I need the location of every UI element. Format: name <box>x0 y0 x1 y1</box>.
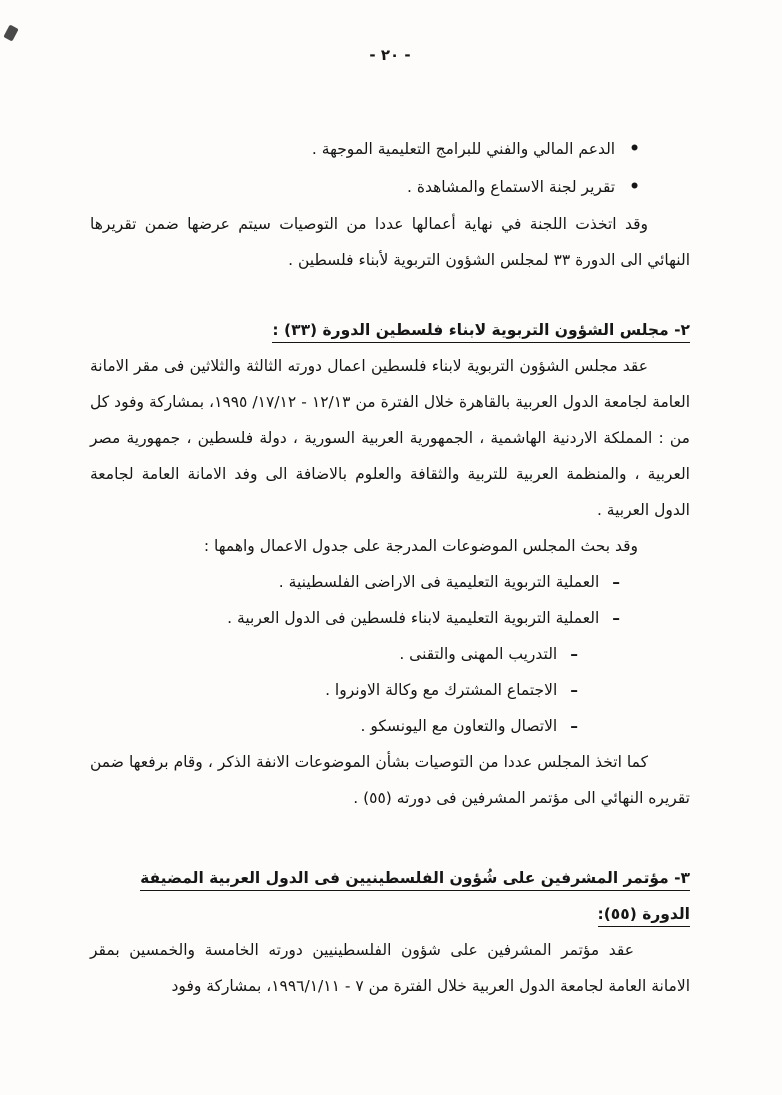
agenda-item <box>90 600 690 636</box>
agenda-item <box>90 564 690 600</box>
paragraph-council-session: عقد مجلس الشؤون التربوية لابناء فلسطين اعمال دورته الثالثة والثلاثين فى مقر الامانة العامة لجامعة الدول العربية بالقاهرة خلال الفترة من ١٢/١٣ - ١٧/١٢/ ١٩٩٥، بمشاركة وفود كل من : المملكة الاردنية الهاشمية ، الجمهورية العربية السورية ، دولة فلسطين ، جمهورية مصر العربية ، والمنظمة العربية للتربية والثقافة والعلوم بالاضافة الى وفد الامانة العامة لجامعة الدول العربية . <box>90 357 690 519</box>
paragraph-committee-recommendations: وقد اتخذت اللجنة في نهاية أعمالها عددا من التوصيات سيتم عرضها ضمن تقريرها النهائي الى الدورة ٣٣ لمجلس الشؤون التربوية لأبناء فلسطين . <box>90 215 690 269</box>
bullet-icon: • <box>629 139 640 159</box>
agenda-intro: وقد بحث المجلس الموضوعات المدرجة على جدول الاعمال واهمها : <box>203 537 638 555</box>
agenda-item-text: التدريب المهنى والتقنى . <box>399 645 558 663</box>
dash-icon: – <box>570 717 578 735</box>
agenda-item-text: العملية التربوية التعليمية لابناء فلسطين فى الدول العربية . <box>227 609 600 627</box>
bullet-text: الدعم المالي والفني للبرامج التعليمية الموجهة . <box>311 140 616 158</box>
scan-artifact-mark <box>3 24 18 41</box>
paragraph-council-recommendations: كما اتخذ المجلس عددا من التوصيات بشأن الموضوعات الانفة الذكر ، وقام برفعها ضمن تقريره النهائي الى مؤتمر المشرفين فى دورته (٥٥) . <box>90 753 690 807</box>
dash-icon: – <box>570 681 578 699</box>
agenda-item-text: الاجتماع المشترك مع وكالة الاونروا . <box>325 681 558 699</box>
agenda-list <box>90 564 690 744</box>
list-item <box>90 168 640 206</box>
agenda-item <box>90 636 690 672</box>
heading-text: ٣- مؤتمر المشرفين على شُؤون الفلسطينيين فى الدول العربية المضيفة الدورة (٥٥): <box>140 869 690 927</box>
bullet-text: تقرير لجنة الاستماع والمشاهدة . <box>407 178 616 196</box>
agenda-item <box>90 672 690 708</box>
bullet-icon: • <box>629 177 640 197</box>
agenda-item <box>90 708 690 744</box>
section-heading-council <box>90 312 690 348</box>
list-item <box>90 130 640 168</box>
dash-icon: – <box>612 573 620 591</box>
heading-text: ٢- مجلس الشؤون التربوية لابناء فلسطين الدورة (٣٣) : <box>272 321 690 343</box>
dash-icon: – <box>570 645 578 663</box>
page-number: - ٢٠ - <box>369 46 411 64</box>
section-heading-conference <box>90 860 690 932</box>
agenda-item-text: العملية التربوية التعليمية فى الاراضى الفلسطينية . <box>278 573 600 591</box>
agenda-item-text: الاتصال والتعاون مع اليونسكو . <box>360 717 558 735</box>
dash-icon: – <box>612 609 620 627</box>
paragraph-conference-session: عقد مؤتمر المشرفين على شؤون الفلسطينيين دورته الخامسة والخمسين بمقر الامانة العامة لجامعة الدول العربية خلال الفترة من ٧ - ١٩٩٦/١/١١، بمشاركة وفود <box>90 941 690 995</box>
programs-bullet-list <box>90 130 690 206</box>
